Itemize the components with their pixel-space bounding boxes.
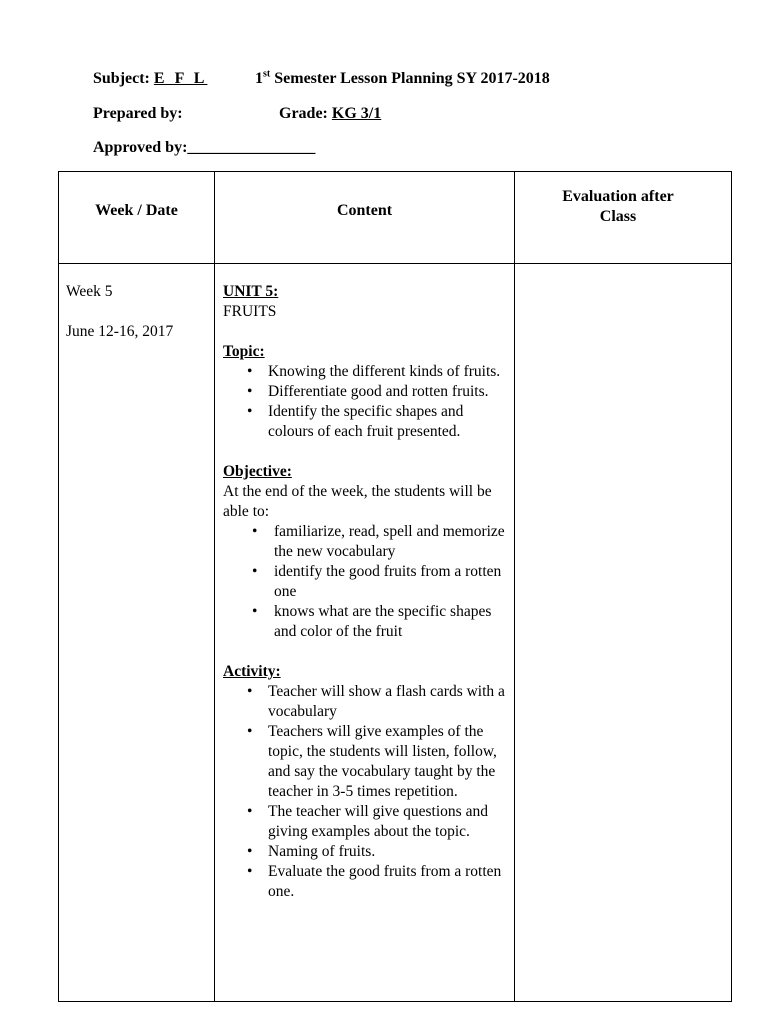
subject-label: Subject: <box>93 70 150 87</box>
list-item: • familiarize, read, spell and memorize the new vocabulary <box>223 522 508 562</box>
table-header-row <box>59 172 732 264</box>
approved-label: Approved by: <box>93 139 188 156</box>
list-item: • The teacher will give questions and giving examples about the topic. <box>223 802 508 842</box>
week-label: Week 5 <box>66 283 113 300</box>
objective-heading: Objective: <box>223 463 292 480</box>
grade-line <box>279 104 381 124</box>
date-range: June 12-16, 2017 <box>66 323 174 340</box>
title-superscript: st <box>263 68 271 80</box>
list-item: • Knowing the different kinds of fruits. <box>223 362 508 382</box>
approved-signature-line: ________________ <box>187 139 316 156</box>
objective-list <box>223 522 508 642</box>
prepared-label: Prepared by: <box>93 105 183 122</box>
table-row <box>59 264 732 1002</box>
lesson-plan-table <box>58 171 732 1002</box>
unit-title: UNIT 5: <box>223 283 279 300</box>
unit-name: FRUITS <box>223 303 277 320</box>
prepared-by <box>93 104 183 124</box>
list-item: • Teacher will show a flash cards with a vocabulary <box>223 682 508 722</box>
grade-label: Grade: <box>279 105 328 122</box>
subject-value: E F L <box>153 70 208 87</box>
topic-list <box>223 362 508 442</box>
approved-by <box>93 138 315 158</box>
week-date-cell <box>59 264 215 1002</box>
header-week-date: Week / Date <box>59 172 215 264</box>
title-text: Semester Lesson Planning SY 2017-2018 <box>270 70 550 87</box>
title-ordinal: 1 <box>255 70 263 87</box>
list-item: • Identify the specific shapes and colours of each fruit presented. <box>223 402 508 442</box>
activity-list <box>223 682 508 902</box>
objective-intro: At the end of the week, the students will be able to: <box>223 483 492 520</box>
grade-value: KG 3/1 <box>331 105 382 122</box>
list-item: • identify the good fruits from a rotten one <box>223 562 508 602</box>
subject-line <box>93 69 207 89</box>
document-title <box>255 69 550 89</box>
header-evaluation: Evaluation after Class <box>515 172 732 264</box>
evaluation-cell <box>515 264 732 1002</box>
topic-heading: Topic: <box>223 343 265 360</box>
list-item: • Evaluate the good fruits from a rotten one. <box>223 862 508 902</box>
list-item: • Differentiate good and rotten fruits. <box>223 382 508 402</box>
header-content: Content <box>215 172 515 264</box>
activity-heading: Activity: <box>223 663 281 680</box>
list-item: • knows what are the specific shapes and color of the fruit <box>223 602 508 642</box>
content-cell <box>215 264 515 1002</box>
list-item: • Teachers will give examples of the topic, the students will listen, follow, and say the vocabulary taught by the teacher in 3-5 times repetition. <box>223 722 508 802</box>
list-item: • Naming of fruits. <box>223 842 508 862</box>
